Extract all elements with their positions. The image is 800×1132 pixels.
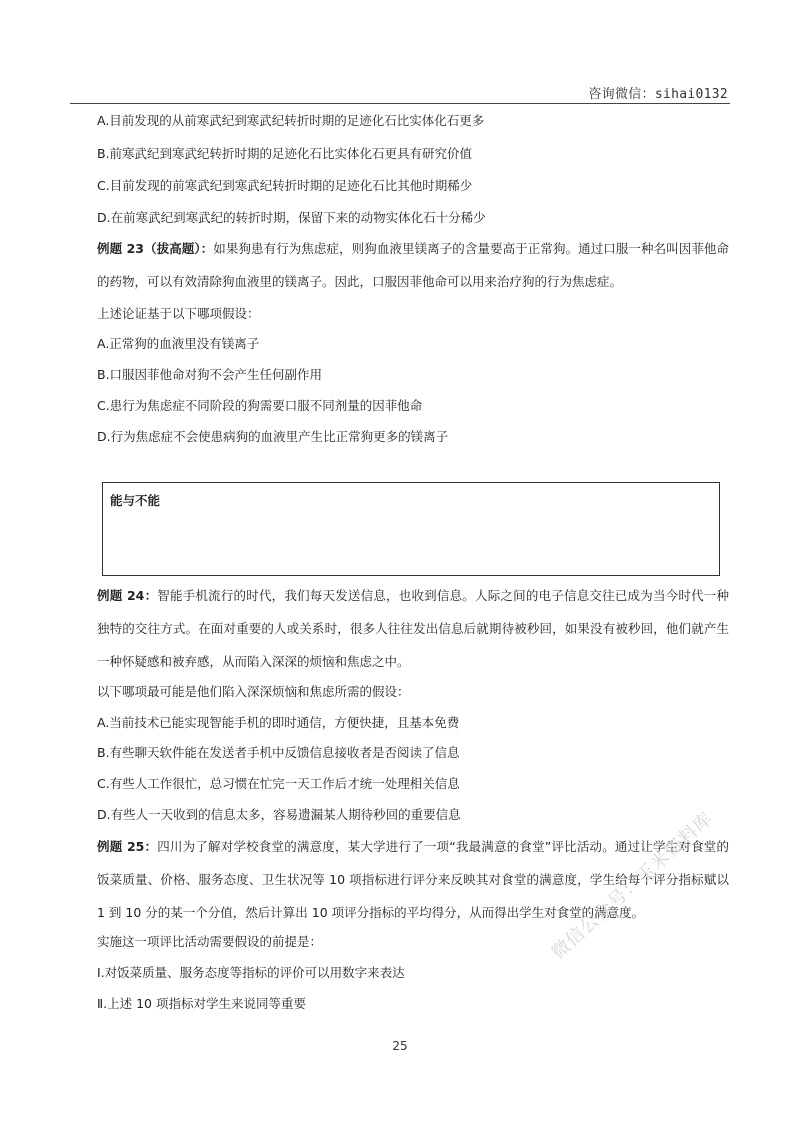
example-24-option-d: D.有些人一天收到的信息太多，容易遗漏某人期待秒回的重要信息 [97,807,461,822]
example-23-question: 上述论证基于以下哪项假设： [97,306,260,321]
prev-option-c: C.目前发现的前寒武纪到寒武纪转折时期的足迹化石比其他时期稀少 [97,178,473,193]
example-24-body: 智能手机流行的时代，我们每天发送信息，也收到信息。人际之间的电子信息交往已成为当今时代一种独特的交往方式。在面对重要的人或关系时，很多人往往发出信息后就期待被秒回，如果没有被秒回，他们就产生一种怀疑感和被弃感，从而陷入深深的烦恼和焦虑之中。 [97,588,729,669]
example-23 [97,232,729,298]
page-number: 25 [392,1039,408,1053]
example-24-question: 以下哪项最可能是他们陷入深深烦恼和焦虑所需的假设： [97,684,410,699]
example-23-option-c: C.患行为焦虑症不同阶段的狗需要口服不同剂量的因菲他命 [97,398,423,413]
example-24-option-a: A.当前技术已能实现智能手机的即时通信，方便快捷，且基本免费 [97,715,460,730]
example-25-option-1: Ⅰ.对饭菜质量、服务态度等指标的评价可以用数字来表达 [97,965,405,980]
example-25-body: 四川为了解对学校食堂的满意度，某大学进行了一项“我最满意的食堂”评比活动。通过让学生对食堂的饭菜质量、价格、服务态度、卫生状况等 10 项指标进行评分来反映其对食堂的满意度，学生给每个评分指标赋以 1 到 10 分的某一个分值，然后计算出 10 项评分指标的平均得分，从而得出学生对食堂的满意度。 [97,839,729,920]
watermark: 微信公众号：玉米资料库 [547,808,718,964]
example-23-option-d: D.行为焦虑症不会使患病狗的血液里产生比正常狗更多的镁离子 [97,429,449,444]
section-box-title: 能与不能 [110,493,161,508]
section-box [102,482,720,576]
example-23-label: 例题 23（拔高题）： [97,241,214,256]
example-23-body: 如果狗患有行为焦虑症，则狗血液里镁离子的含量要高于正常狗。通过口服一种名叫因菲他命的药物，可以有效清除狗血液里的镁离子。因此，口服因菲他命可以用来治疗狗的行为焦虑症。 [97,241,729,289]
example-23-option-b: B.口服因菲他命对狗不会产生任何副作用 [97,367,323,382]
example-23-option-a: A.正常狗的血液里没有镁离子 [97,336,260,351]
prev-option-b: B.前寒武纪到寒武纪转折时期的足迹化石比实体化石更具有研究价值 [97,146,473,161]
example-24 [97,579,729,678]
prev-option-d: D.在前寒武纪到寒武纪的转折时期，保留下来的动物实体化石十分稀少 [97,210,486,225]
example-24-option-b: B.有些聊天软件能在发送者手机中反馈信息接收者是否阅读了信息 [97,745,460,760]
example-25-question: 实施这一项评比活动需要假设的前提是： [97,934,323,949]
header-contact: 咨询微信：sihai0132 [588,87,728,102]
example-24-option-c: C.有些人工作很忙，总习惯在忙完一天工作后才统一处理相关信息 [97,776,460,791]
prev-option-a: A.目前发现的从前寒武纪到寒武纪转折时期的足迹化石比实体化石更多 [97,113,485,128]
header-rule [70,103,730,104]
example-25-option-2: Ⅱ.上述 10 项指标对学生来说同等重要 [97,996,306,1011]
example-24-label: 例题 24： [97,588,158,603]
example-25-label: 例题 25： [97,839,158,854]
